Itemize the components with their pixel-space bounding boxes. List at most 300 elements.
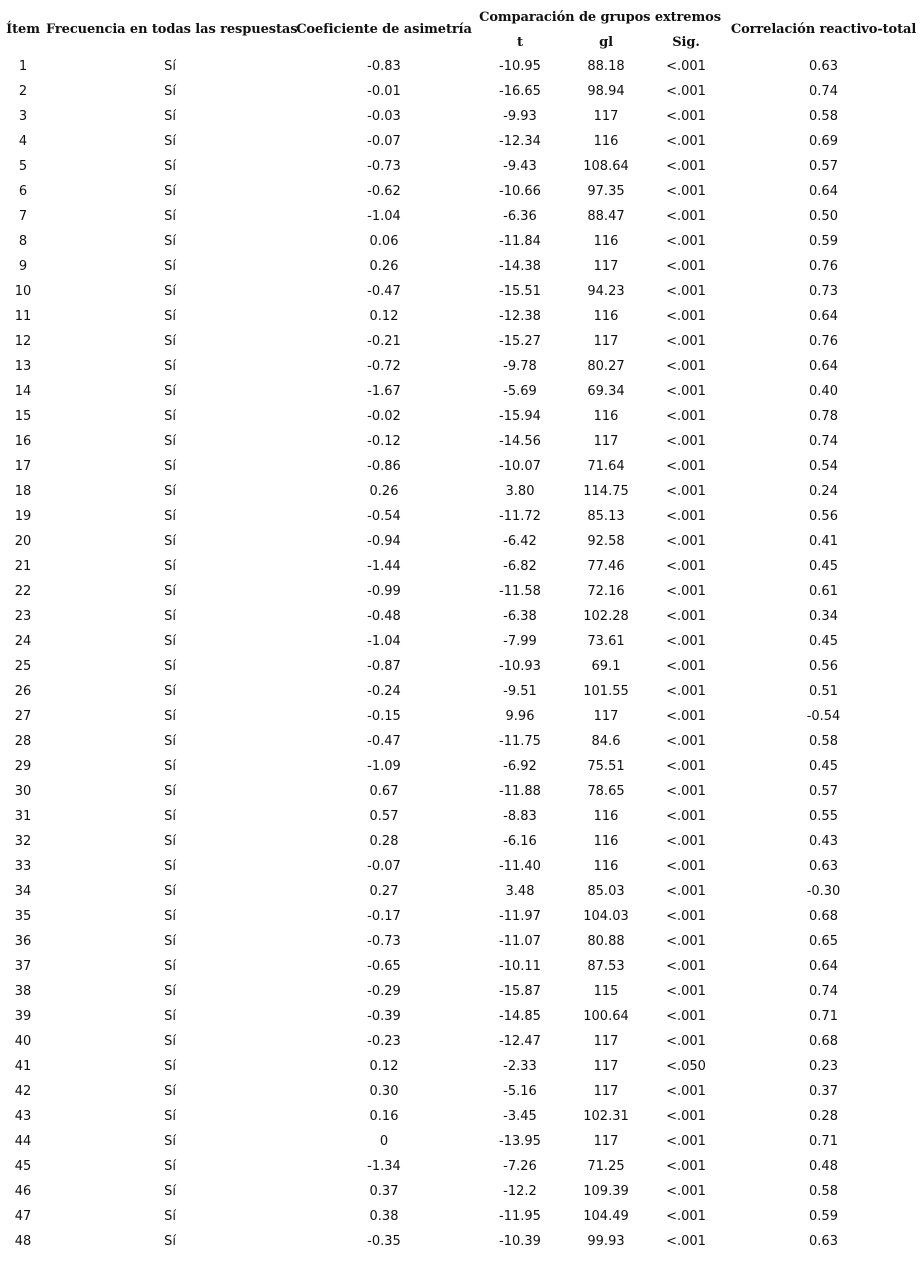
cell-t: 9.96 <box>505 709 535 724</box>
table-body <box>0 54 921 1254</box>
table-row <box>0 729 921 754</box>
cell-item: 35 <box>14 909 32 924</box>
cell-t: -15.51 <box>499 284 541 299</box>
cell-sig: <.001 <box>666 734 706 749</box>
cell-gl: 102.28 <box>583 609 629 624</box>
cell-sig: <.001 <box>666 459 706 474</box>
cell-frecuencia: Sí <box>164 209 176 224</box>
cell-correlacion: 0.65 <box>809 934 838 949</box>
table-row <box>0 79 921 104</box>
table-row <box>0 679 921 704</box>
cell-gl: 117 <box>593 259 619 274</box>
cell-item: 41 <box>14 1059 32 1074</box>
cell-t: -11.07 <box>499 934 541 949</box>
cell-sig: <.001 <box>666 134 706 149</box>
cell-item: 20 <box>14 534 32 549</box>
cell-frecuencia: Sí <box>164 1034 176 1049</box>
cell-t: -10.39 <box>499 1234 541 1249</box>
cell-item: 33 <box>14 859 32 874</box>
cell-sig: <.001 <box>666 334 706 349</box>
cell-t: -9.93 <box>503 109 537 124</box>
cell-sig: <.001 <box>666 209 706 224</box>
table-row <box>0 1179 921 1204</box>
cell-frecuencia: Sí <box>164 1234 176 1249</box>
cell-sig: <.001 <box>666 834 706 849</box>
cell-asimetria: 0.28 <box>369 834 399 849</box>
cell-asimetria: 0.26 <box>369 259 399 274</box>
cell-correlacion: -0.54 <box>806 709 841 724</box>
cell-t: -10.95 <box>499 59 541 74</box>
cell-t: -14.38 <box>499 259 541 274</box>
cell-item: 32 <box>14 834 32 849</box>
cell-frecuencia: Sí <box>164 134 176 149</box>
cell-sig: <.001 <box>666 784 706 799</box>
cell-gl: 72.16 <box>587 584 625 599</box>
table-row <box>0 704 921 729</box>
cell-asimetria: -0.72 <box>367 359 401 374</box>
cell-asimetria: -0.83 <box>367 59 401 74</box>
cell-frecuencia: Sí <box>164 984 176 999</box>
cell-frecuencia: Sí <box>164 109 176 124</box>
cell-frecuencia: Sí <box>164 334 176 349</box>
cell-t: -13.95 <box>499 1134 541 1149</box>
cell-frecuencia: Sí <box>164 1084 176 1099</box>
cell-item: 12 <box>14 334 32 349</box>
cell-sig: <.001 <box>666 259 706 274</box>
cell-item: 40 <box>14 1034 32 1049</box>
cell-correlacion: 0.48 <box>809 1159 838 1174</box>
table-row <box>0 579 921 604</box>
cell-t: -11.72 <box>499 509 541 524</box>
cell-sig: <.001 <box>666 284 706 299</box>
cell-t: -8.83 <box>503 809 537 824</box>
table-row <box>0 829 921 854</box>
cell-correlacion: 0.71 <box>809 1134 838 1149</box>
cell-sig: <.001 <box>666 859 706 874</box>
cell-sig: <.001 <box>666 809 706 824</box>
cell-item: 29 <box>14 759 32 774</box>
cell-frecuencia: Sí <box>164 759 176 774</box>
cell-sig: <.001 <box>666 109 706 124</box>
cell-asimetria: 0.16 <box>369 1109 399 1124</box>
cell-frecuencia: Sí <box>164 509 176 524</box>
cell-t: -12.34 <box>499 134 541 149</box>
cell-sig: <.001 <box>666 659 706 674</box>
cell-asimetria: 0.27 <box>369 884 399 899</box>
cell-correlacion: 0.78 <box>809 409 838 424</box>
cell-sig: <.001 <box>666 359 706 374</box>
table-row <box>0 854 921 879</box>
cell-sig: <.001 <box>666 384 706 399</box>
cell-correlacion: 0.61 <box>809 584 838 599</box>
cell-gl: 80.88 <box>587 934 625 949</box>
cell-asimetria: -1.34 <box>367 1159 401 1174</box>
cell-sig: <.001 <box>666 434 706 449</box>
cell-sig: <.001 <box>666 559 706 574</box>
cell-item: 9 <box>18 259 28 274</box>
cell-gl: 69.34 <box>587 384 625 399</box>
cell-asimetria: -0.62 <box>367 184 401 199</box>
cell-correlacion: 0.59 <box>809 234 838 249</box>
cell-t: -7.99 <box>503 634 537 649</box>
cell-frecuencia: Sí <box>164 909 176 924</box>
cell-sig: <.001 <box>666 684 706 699</box>
cell-frecuencia: Sí <box>164 934 176 949</box>
cell-gl: 116 <box>593 134 619 149</box>
cell-gl: 117 <box>593 1059 619 1074</box>
cell-sig: <.001 <box>666 1184 706 1199</box>
cell-frecuencia: Sí <box>164 684 176 699</box>
cell-asimetria: -1.67 <box>367 384 401 399</box>
table-row <box>0 454 921 479</box>
cell-t: -6.38 <box>503 609 537 624</box>
cell-t: 3.80 <box>505 484 535 499</box>
cell-frecuencia: Sí <box>164 59 176 74</box>
cell-asimetria: -0.01 <box>367 84 401 99</box>
cell-t: -7.26 <box>503 1159 537 1174</box>
table-row <box>0 779 921 804</box>
cell-item: 43 <box>14 1109 32 1124</box>
cell-item: 24 <box>14 634 32 649</box>
cell-gl: 117 <box>593 109 619 124</box>
cell-frecuencia: Sí <box>164 1134 176 1149</box>
header-gl: gl <box>599 34 613 50</box>
table-row <box>0 479 921 504</box>
table-row <box>0 804 921 829</box>
cell-gl: 115 <box>593 984 619 999</box>
cell-t: -16.65 <box>499 84 541 99</box>
cell-gl: 92.58 <box>587 534 625 549</box>
cell-t: -11.84 <box>499 234 541 249</box>
cell-t: -6.92 <box>503 759 537 774</box>
cell-correlacion: 0.64 <box>809 359 838 374</box>
table-row <box>0 129 921 154</box>
cell-correlacion: 0.24 <box>809 484 838 499</box>
cell-correlacion: 0.76 <box>809 334 838 349</box>
cell-sig: <.001 <box>666 234 706 249</box>
cell-frecuencia: Sí <box>164 634 176 649</box>
cell-gl: 87.53 <box>587 959 625 974</box>
cell-sig: <.001 <box>666 1109 706 1124</box>
cell-sig: <.001 <box>666 984 706 999</box>
cell-frecuencia: Sí <box>164 734 176 749</box>
cell-gl: 80.27 <box>587 359 625 374</box>
cell-asimetria: -0.35 <box>367 1234 401 1249</box>
cell-correlacion: -0.30 <box>806 884 841 899</box>
cell-gl: 99.93 <box>587 1234 625 1249</box>
cell-asimetria: -0.86 <box>367 459 401 474</box>
cell-sig: <.001 <box>666 634 706 649</box>
cell-t: -6.16 <box>503 834 537 849</box>
table-row <box>0 429 921 454</box>
cell-frecuencia: Sí <box>164 834 176 849</box>
cell-gl: 117 <box>593 1034 619 1049</box>
cell-sig: <.001 <box>666 1009 706 1024</box>
cell-sig: <.001 <box>666 509 706 524</box>
cell-item: 26 <box>14 684 32 699</box>
table-row <box>0 879 921 904</box>
cell-item: 1 <box>18 59 28 74</box>
cell-t: -15.27 <box>499 334 541 349</box>
table-row <box>0 554 921 579</box>
cell-gl: 75.51 <box>587 759 625 774</box>
cell-asimetria: -1.44 <box>367 559 401 574</box>
table-row <box>0 904 921 929</box>
table-row <box>0 629 921 654</box>
cell-item: 21 <box>14 559 32 574</box>
cell-sig: <.001 <box>666 1034 706 1049</box>
cell-sig: <.001 <box>666 184 706 199</box>
cell-item: 7 <box>18 209 28 224</box>
cell-item: 48 <box>14 1234 32 1249</box>
cell-asimetria: -0.29 <box>367 984 401 999</box>
cell-asimetria: 0.37 <box>369 1184 399 1199</box>
cell-correlacion: 0.64 <box>809 184 838 199</box>
cell-correlacion: 0.57 <box>809 159 838 174</box>
cell-correlacion: 0.56 <box>809 659 838 674</box>
table-row <box>0 329 921 354</box>
cell-item: 25 <box>14 659 32 674</box>
cell-correlacion: 0.74 <box>809 434 838 449</box>
cell-gl: 84.6 <box>591 734 621 749</box>
table-row <box>0 1004 921 1029</box>
cell-frecuencia: Sí <box>164 1109 176 1124</box>
cell-asimetria: 0.06 <box>369 234 399 249</box>
cell-gl: 69.1 <box>591 659 621 674</box>
cell-t: -2.33 <box>503 1059 537 1074</box>
cell-frecuencia: Sí <box>164 784 176 799</box>
cell-t: -11.75 <box>499 734 541 749</box>
cell-gl: 117 <box>593 1134 619 1149</box>
header-sig: Sig. <box>672 34 700 50</box>
cell-sig: <.001 <box>666 709 706 724</box>
cell-t: -9.43 <box>503 159 537 174</box>
cell-gl: 71.25 <box>587 1159 625 1174</box>
cell-gl: 116 <box>593 859 619 874</box>
cell-frecuencia: Sí <box>164 1159 176 1174</box>
cell-asimetria: 0.57 <box>369 809 399 824</box>
cell-frecuencia: Sí <box>164 959 176 974</box>
cell-t: -11.40 <box>499 859 541 874</box>
cell-sig: <.001 <box>666 1209 706 1224</box>
cell-gl: 117 <box>593 334 619 349</box>
cell-gl: 102.31 <box>583 1109 629 1124</box>
header-grupos-extremos: Comparación de grupos extremos <box>479 9 721 25</box>
cell-gl: 71.64 <box>587 459 625 474</box>
table-row <box>0 529 921 554</box>
cell-gl: 100.64 <box>583 1009 629 1024</box>
cell-gl: 116 <box>593 834 619 849</box>
cell-item: 4 <box>18 134 28 149</box>
cell-correlacion: 0.34 <box>809 609 838 624</box>
cell-item: 22 <box>14 584 32 599</box>
cell-t: -12.2 <box>503 1184 537 1199</box>
table-row <box>0 1029 921 1054</box>
cell-frecuencia: Sí <box>164 584 176 599</box>
cell-correlacion: 0.74 <box>809 984 838 999</box>
table-row <box>0 604 921 629</box>
table-row <box>0 254 921 279</box>
cell-t: -11.88 <box>499 784 541 799</box>
cell-asimetria: -0.65 <box>367 959 401 974</box>
cell-gl: 116 <box>593 234 619 249</box>
cell-item: 37 <box>14 959 32 974</box>
cell-gl: 101.55 <box>583 684 629 699</box>
table-row <box>0 1129 921 1154</box>
cell-asimetria: -0.23 <box>367 1034 401 1049</box>
cell-t: -10.93 <box>499 659 541 674</box>
table-row <box>0 179 921 204</box>
cell-item: 14 <box>14 384 32 399</box>
cell-t: -11.58 <box>499 584 541 599</box>
cell-asimetria: -0.15 <box>367 709 401 724</box>
cell-gl: 88.18 <box>587 59 625 74</box>
header-item: Ítem <box>6 21 40 37</box>
cell-sig: <.001 <box>666 84 706 99</box>
cell-t: -10.66 <box>499 184 541 199</box>
cell-gl: 117 <box>593 709 619 724</box>
cell-frecuencia: Sí <box>164 184 176 199</box>
cell-correlacion: 0.71 <box>809 1009 838 1024</box>
cell-correlacion: 0.51 <box>809 684 838 699</box>
cell-gl: 98.94 <box>587 84 625 99</box>
cell-gl: 116 <box>593 309 619 324</box>
cell-asimetria: 0.12 <box>369 309 399 324</box>
cell-item: 42 <box>14 1084 32 1099</box>
table-row <box>0 754 921 779</box>
table-row <box>0 954 921 979</box>
cell-t: -11.95 <box>499 1209 541 1224</box>
cell-correlacion: 0.74 <box>809 84 838 99</box>
cell-asimetria: -0.07 <box>367 134 401 149</box>
cell-t: -11.97 <box>499 909 541 924</box>
cell-correlacion: 0.43 <box>809 834 838 849</box>
cell-correlacion: 0.58 <box>809 109 838 124</box>
cell-frecuencia: Sí <box>164 259 176 274</box>
header-correlacion: Correlación reactivo-total <box>730 21 917 37</box>
cell-asimetria: 0.67 <box>369 784 399 799</box>
cell-asimetria: 0.26 <box>369 484 399 499</box>
cell-asimetria: -1.09 <box>367 759 401 774</box>
cell-asimetria: -0.17 <box>367 909 401 924</box>
cell-t: -9.78 <box>503 359 537 374</box>
cell-sig: <.001 <box>666 1134 706 1149</box>
cell-item: 15 <box>14 409 32 424</box>
cell-gl: 77.46 <box>587 559 625 574</box>
cell-gl: 94.23 <box>587 284 625 299</box>
cell-asimetria: -0.47 <box>367 284 401 299</box>
cell-correlacion: 0.57 <box>809 784 838 799</box>
cell-sig: <.001 <box>666 584 706 599</box>
cell-frecuencia: Sí <box>164 84 176 99</box>
cell-item: 28 <box>14 734 32 749</box>
cell-t: -6.36 <box>503 209 537 224</box>
cell-frecuencia: Sí <box>164 1059 176 1074</box>
table-row <box>0 204 921 229</box>
cell-item: 5 <box>18 159 28 174</box>
table-row <box>0 154 921 179</box>
table-row <box>0 229 921 254</box>
cell-correlacion: 0.56 <box>809 509 838 524</box>
cell-t: -12.38 <box>499 309 541 324</box>
cell-gl: 104.03 <box>583 909 629 924</box>
cell-t: -15.87 <box>499 984 541 999</box>
cell-item: 39 <box>14 1009 32 1024</box>
cell-asimetria: -0.73 <box>367 934 401 949</box>
cell-frecuencia: Sí <box>164 409 176 424</box>
cell-frecuencia: Sí <box>164 434 176 449</box>
cell-item: 44 <box>14 1134 32 1149</box>
cell-asimetria: -0.03 <box>367 109 401 124</box>
table-row <box>0 379 921 404</box>
cell-item: 18 <box>14 484 32 499</box>
cell-item: 34 <box>14 884 32 899</box>
cell-item: 13 <box>14 359 32 374</box>
cell-asimetria: -0.24 <box>367 684 401 699</box>
cell-sig: <.050 <box>666 1059 706 1074</box>
cell-frecuencia: Sí <box>164 659 176 674</box>
cell-sig: <.001 <box>666 909 706 924</box>
cell-asimetria: 0.30 <box>369 1084 399 1099</box>
cell-item: 3 <box>18 109 28 124</box>
cell-asimetria: -0.21 <box>367 334 401 349</box>
cell-t: -9.51 <box>503 684 537 699</box>
cell-t: -5.69 <box>503 384 537 399</box>
cell-correlacion: 0.50 <box>809 209 838 224</box>
cell-frecuencia: Sí <box>164 234 176 249</box>
cell-frecuencia: Sí <box>164 609 176 624</box>
cell-correlacion: 0.40 <box>809 384 838 399</box>
cell-item: 11 <box>14 309 32 324</box>
cell-item: 47 <box>14 1209 32 1224</box>
cell-asimetria: -0.48 <box>367 609 401 624</box>
cell-asimetria: -0.47 <box>367 734 401 749</box>
cell-asimetria: -0.54 <box>367 509 401 524</box>
cell-gl: 85.13 <box>587 509 625 524</box>
table-row <box>0 1229 921 1254</box>
cell-frecuencia: Sí <box>164 534 176 549</box>
cell-item: 19 <box>14 509 32 524</box>
header-t: t <box>517 34 523 50</box>
cell-gl: 85.03 <box>587 884 625 899</box>
table-row <box>0 929 921 954</box>
table-row <box>0 1154 921 1179</box>
cell-asimetria: -0.39 <box>367 1009 401 1024</box>
cell-correlacion: 0.58 <box>809 734 838 749</box>
cell-item: 46 <box>14 1184 32 1199</box>
cell-gl: 116 <box>593 809 619 824</box>
cell-item: 23 <box>14 609 32 624</box>
cell-t: -10.07 <box>499 459 541 474</box>
cell-gl: 88.47 <box>587 209 625 224</box>
cell-correlacion: 0.69 <box>809 134 838 149</box>
cell-t: -14.56 <box>499 434 541 449</box>
cell-asimetria: 0 <box>379 1134 389 1149</box>
cell-sig: <.001 <box>666 409 706 424</box>
cell-item: 36 <box>14 934 32 949</box>
cell-gl: 117 <box>593 1084 619 1099</box>
cell-correlacion: 0.58 <box>809 1184 838 1199</box>
cell-gl: 109.39 <box>583 1184 629 1199</box>
cell-t: -12.47 <box>499 1034 541 1049</box>
cell-sig: <.001 <box>666 934 706 949</box>
cell-frecuencia: Sí <box>164 809 176 824</box>
cell-frecuencia: Sí <box>164 884 176 899</box>
cell-sig: <.001 <box>666 309 706 324</box>
cell-correlacion: 0.45 <box>809 759 838 774</box>
cell-asimetria: -0.73 <box>367 159 401 174</box>
cell-gl: 73.61 <box>587 634 625 649</box>
